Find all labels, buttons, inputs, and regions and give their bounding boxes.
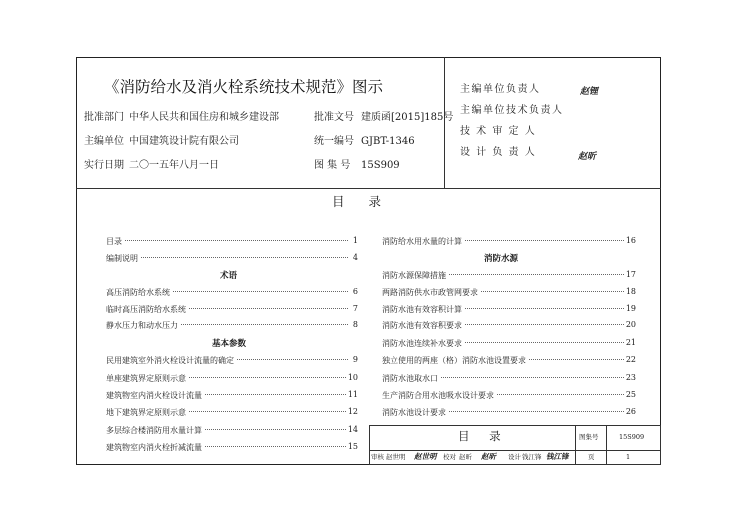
toc-entry[interactable] (382, 373, 636, 385)
toc-entry-label: 单座建筑界定原则示意 (106, 374, 186, 383)
chief-editor-unit-label: 主编单位 (84, 136, 124, 147)
toc-entry[interactable] (106, 304, 358, 316)
toc-entry-page: 17 (625, 270, 636, 279)
unified-no-value: GJBT-1346 (361, 136, 415, 147)
toc-entry[interactable] (382, 355, 636, 367)
toc-entry[interactable] (382, 407, 636, 419)
toc-entry-label: 高压消防给水系统 (106, 288, 170, 297)
toc-entry-page: 6 (352, 287, 358, 296)
atlas-no-label: 图集号 (579, 433, 599, 441)
checker-signature: 赵昕 (481, 452, 496, 461)
atlas-no-value: 15S909 (361, 160, 400, 171)
toc-entry[interactable] (106, 425, 358, 437)
leader-dots (106, 240, 348, 241)
title-block-title: 目 录 (458, 429, 509, 443)
toc-entry-label: 消防水池设计要求 (382, 408, 446, 417)
checker-name: 赵昕 (459, 453, 472, 461)
chief-editor-unit-value: 中国建筑设计院有限公司 (129, 136, 239, 147)
toc-entry[interactable] (382, 236, 636, 248)
atlas-no-label: 图 集 号 (314, 160, 351, 171)
toc-entry-page: 12 (347, 407, 358, 416)
handwritten-signature: 赵昕 (578, 152, 597, 162)
toc-entry-page: 8 (352, 320, 358, 329)
approval-doc-label: 批准文号 (314, 112, 354, 123)
toc-entry[interactable] (382, 287, 636, 299)
toc-entry[interactable] (382, 320, 636, 332)
toc-entry-page: 9 (352, 355, 358, 364)
toc-entry[interactable] (382, 304, 636, 316)
toc-entry-page: 7 (352, 304, 358, 313)
toc-entry-page: 19 (625, 304, 636, 313)
toc-entry-label: 临时高压消防给水系统 (106, 305, 186, 314)
toc-entry-page: 15 (347, 442, 358, 451)
check-label: 校对 (443, 453, 456, 461)
toc-entry-label: 建筑物室内消火栓折减流量 (106, 443, 202, 452)
review-label: 审核 (371, 453, 384, 461)
responsible-role: 技 术 审 定 人 (460, 126, 537, 137)
toc-entry-label: 消防水池有效容积计算 (382, 305, 462, 314)
handwritten-signature: 赵锂 (580, 87, 599, 97)
toc-entry[interactable] (106, 355, 358, 367)
toc-entry-page: 4 (352, 253, 358, 262)
page-label: 页 (588, 453, 595, 461)
toc-section-heading: 术语 (220, 271, 238, 281)
title-block-divider (575, 425, 576, 465)
toc-entry-label: 消防水池连续补水要求 (382, 339, 462, 348)
toc-entry-label: 多层综合楼消防用水量计算 (106, 426, 202, 435)
toc-entry[interactable] (106, 253, 358, 265)
responsible-role: 设 计 负 责 人 (460, 147, 537, 158)
toc-entry-label: 消防水池取水口 (382, 374, 438, 383)
toc-entry-page: 20 (625, 320, 636, 329)
toc-entry[interactable] (106, 236, 358, 248)
toc-entry-page: 1 (352, 236, 358, 245)
toc-entry-label: 消防水源保障措施 (382, 271, 446, 280)
document-title: 《消防给水及消火栓系统技术规范》图示 (104, 78, 384, 96)
toc-entry[interactable] (106, 407, 358, 419)
unified-no-label: 统一编号 (314, 136, 354, 147)
toc-entry-label: 目录 (106, 237, 122, 246)
toc-entry-page: 21 (625, 338, 636, 347)
toc-entry-label: 消防给水用水量的计算 (382, 237, 462, 246)
toc-entry-page: 11 (347, 390, 358, 399)
effective-date-value: 二〇一五年八月一日 (129, 160, 219, 171)
title-block-divider (606, 425, 607, 465)
toc-section-heading: 消防水源 (484, 254, 519, 264)
reviewer-signature: 赵世明 (414, 452, 437, 461)
toc-entry-label: 两路消防供水市政管网要求 (382, 288, 478, 297)
approval-dept-value: 中华人民共和国住房和城乡建设部 (129, 112, 279, 123)
title-block-divider (369, 450, 661, 451)
responsible-role: 主编单位负责人 (460, 84, 541, 95)
toc-entry-page: 14 (347, 425, 358, 434)
toc-entry-page: 16 (625, 236, 636, 245)
toc-entry[interactable] (106, 320, 358, 332)
toc-entry-page: 22 (625, 355, 636, 364)
toc-entry-page: 10 (347, 373, 358, 382)
toc-entry-label: 生产消防合用水池吸水设计要求 (382, 391, 494, 400)
toc-entry-page: 25 (625, 390, 636, 399)
toc-entry[interactable] (382, 338, 636, 350)
toc-entry-page: 23 (625, 373, 636, 382)
toc-title: 目 录 (332, 194, 391, 209)
toc-entry-page: 18 (625, 287, 636, 296)
toc-entry-label: 编制说明 (106, 254, 138, 263)
approval-doc-value: 建质函[2015]185号 (361, 112, 454, 123)
designer-name: 钱江锋 (522, 453, 542, 461)
toc-section-heading: 基本参数 (212, 339, 247, 349)
toc-entry[interactable] (106, 287, 358, 299)
header-divider (76, 188, 661, 189)
toc-entry-label: 地下建筑界定原则示意 (106, 408, 186, 417)
toc-entry[interactable] (106, 390, 358, 402)
reviewer-name: 赵世明 (386, 453, 406, 461)
toc-entry-label: 独立使用的两座（格）消防水池设置要求 (382, 356, 526, 365)
toc-entry-label: 消防水池有效容积要求 (382, 321, 462, 330)
toc-entry-label: 静水压力和动水压力 (106, 321, 178, 330)
atlas-no-value: 15S909 (619, 433, 645, 441)
toc-entry[interactable] (382, 390, 636, 402)
page-value: 1 (626, 453, 631, 461)
design-label: 设计 (508, 453, 521, 461)
effective-date-label: 实行日期 (84, 160, 124, 171)
designer-signature: 钱江锋 (546, 452, 569, 461)
approval-dept-label: 批准部门 (84, 112, 124, 123)
toc-entry[interactable] (106, 442, 358, 454)
toc-entry[interactable] (382, 270, 636, 282)
responsible-role: 主编单位技术负责人 (460, 105, 564, 116)
leader-dots (106, 257, 348, 258)
toc-entry-label: 建筑物室内消火栓设计流量 (106, 391, 202, 400)
toc-entry-label: 民用建筑室外消火栓设计流量的确定 (106, 356, 234, 365)
toc-entry[interactable] (106, 373, 358, 385)
toc-entry-page: 26 (625, 407, 636, 416)
